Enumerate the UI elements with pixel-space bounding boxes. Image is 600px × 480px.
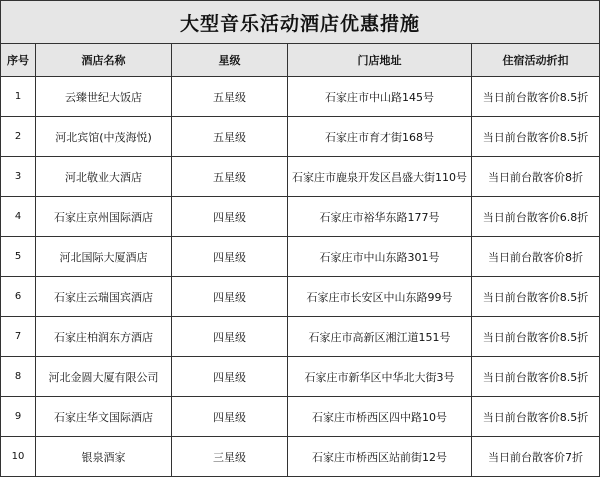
star-rating: 四星级 [172,237,288,277]
hotel-address: 石家庄市裕华东路177号 [288,197,472,237]
hotel-address: 石家庄市育才街168号 [288,117,472,157]
hotel-name: 河北国际大厦酒店 [36,237,172,277]
row-num: 9 [1,397,36,437]
table-row [1,357,600,397]
hotel-name: 石家庄云瑞国宾酒店 [36,277,172,317]
discount-text: 当日前台散客价8折 [472,237,600,277]
hotel-address: 石家庄市鹿泉开发区昌盛大街110号 [288,157,472,197]
discount-text: 当日前台散客价7折 [472,437,600,477]
table-title: 大型音乐活动酒店优惠措施 [1,1,600,44]
row-num: 6 [1,277,36,317]
row-num: 3 [1,157,36,197]
star-rating: 四星级 [172,317,288,357]
header-address: 门店地址 [288,44,472,77]
hotel-address: 石家庄市高新区湘江道151号 [288,317,472,357]
hotel-address: 石家庄市桥西区四中路10号 [288,397,472,437]
discount-text: 当日前台散客价8.5折 [472,117,600,157]
header-discount: 住宿活动折扣 [472,44,600,77]
hotel-name: 石家庄柏润东方酒店 [36,317,172,357]
hotel-name: 石家庄华文国际酒店 [36,397,172,437]
hotel-address: 石家庄市新华区中华北大街3号 [288,357,472,397]
table-row [1,277,600,317]
hotel-name: 河北金圆大厦有限公司 [36,357,172,397]
star-rating: 五星级 [172,117,288,157]
hotel-address: 石家庄市长安区中山东路99号 [288,277,472,317]
hotel-address: 石家庄市中山东路301号 [288,237,472,277]
header-star: 星级 [172,44,288,77]
header-name: 酒店名称 [36,44,172,77]
row-num: 8 [1,357,36,397]
table-row [1,397,600,437]
star-rating: 五星级 [172,157,288,197]
star-rating: 四星级 [172,357,288,397]
discount-text: 当日前台散客价6.8折 [472,197,600,237]
header-num: 序号 [1,44,36,77]
hotel-address: 石家庄市桥西区站前街12号 [288,437,472,477]
row-num: 2 [1,117,36,157]
table-row [1,117,600,157]
discount-text: 当日前台散客价8.5折 [472,317,600,357]
row-num: 4 [1,197,36,237]
star-rating: 四星级 [172,397,288,437]
table-row [1,317,600,357]
row-num: 1 [1,77,36,117]
discount-text: 当日前台散客价8.5折 [472,397,600,437]
table-row [1,77,600,117]
table-row [1,237,600,277]
discount-text: 当日前台散客价8折 [472,157,600,197]
star-rating: 三星级 [172,437,288,477]
table-row [1,197,600,237]
hotel-name: 云臻世纪大饭店 [36,77,172,117]
hotel-name: 石家庄京州国际酒店 [36,197,172,237]
star-rating: 四星级 [172,277,288,317]
star-rating: 五星级 [172,77,288,117]
row-num: 7 [1,317,36,357]
row-num: 10 [1,437,36,477]
row-num: 5 [1,237,36,277]
discount-text: 当日前台散客价8.5折 [472,77,600,117]
discount-text: 当日前台散客价8.5折 [472,277,600,317]
star-rating: 四星级 [172,197,288,237]
hotel-name: 河北宾馆(中茂海悦) [36,117,172,157]
table-row [1,437,600,477]
table-row [1,157,600,197]
hotel-address: 石家庄市中山路145号 [288,77,472,117]
title-row [1,1,600,44]
discount-text: 当日前台散客价8.5折 [472,357,600,397]
hotel-name: 银泉酒家 [36,437,172,477]
header-row [1,44,600,77]
hotel-name: 河北敬业大酒店 [36,157,172,197]
